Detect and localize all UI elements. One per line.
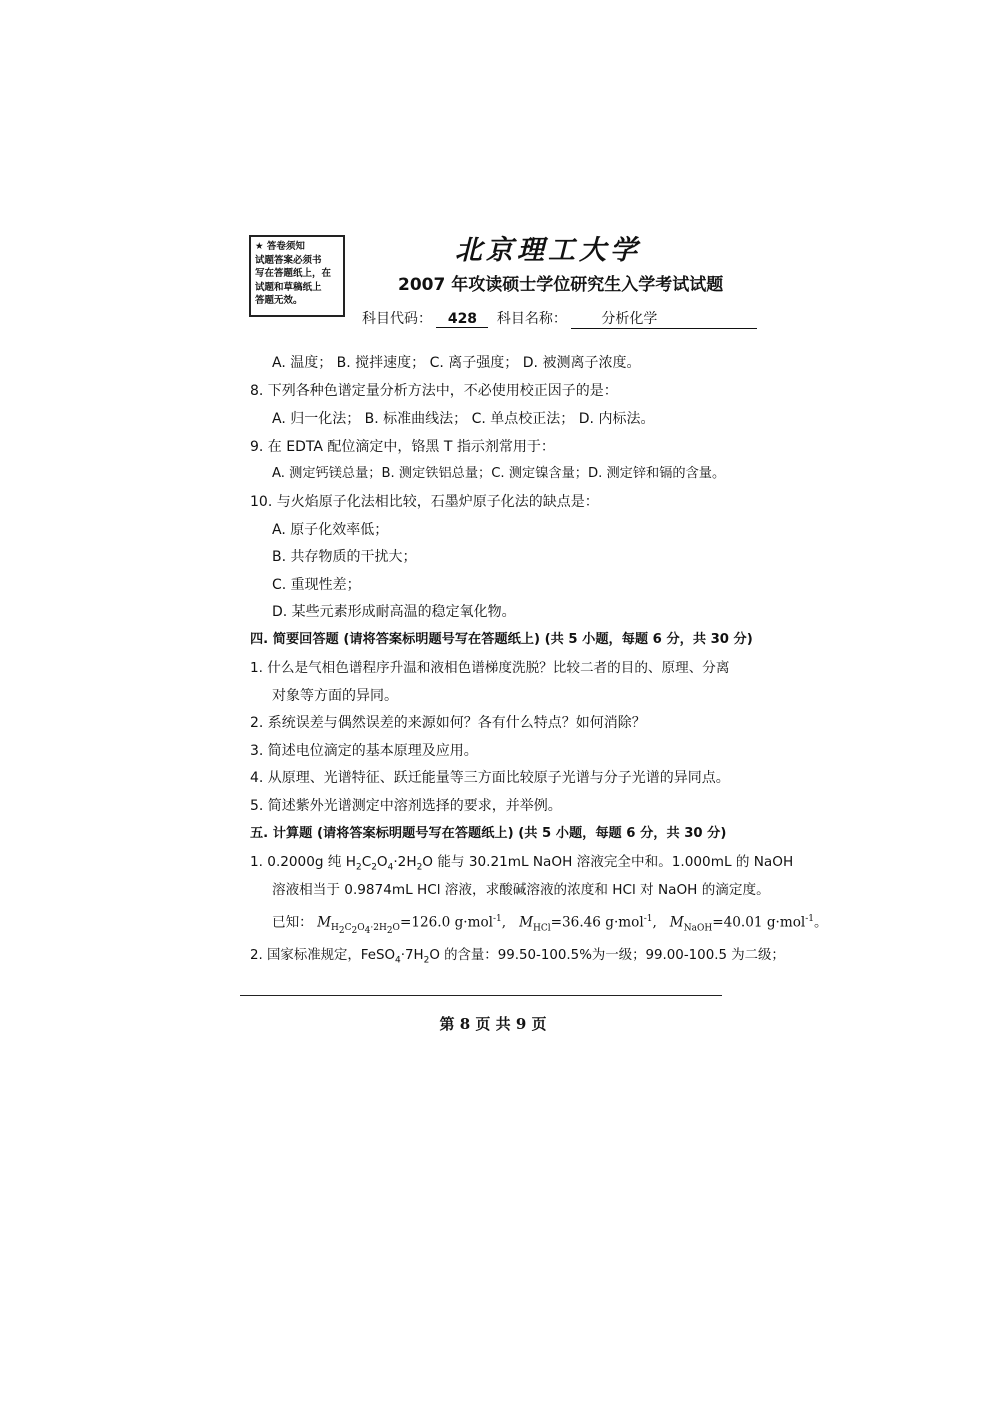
answer-notice-box [249,235,345,317]
known-label: 已知： [272,914,313,931]
question-options: A. 测定钙镁总量；B. 测定铁铝总量；C. 测定镍含量；D. 测定锌和镉的含量。 [272,466,726,481]
question-text: 2. 系统误差与偶然误差的来源如何？各有什么特点？如何消除？ [250,715,646,731]
question-options: A. 温度； B. 搅拌速度； C. 离子强度； D. 被测离子浓度。 [272,355,641,371]
calc-text: 的含量：99.50-100.5%为一级；99.00-100.5 为二级； [444,948,785,963]
calc-text: 能与 30.21mL NaOH 溶液完全中和。1.000mL 的 NaOH [437,854,794,870]
notice-line: 写在答题纸上，在 [255,268,332,279]
question-text: 4. 从原理、光谱特征、跃迁能量等三方面比较原子光谱与分子光谱的异同点。 [250,770,730,786]
footer-divider [240,995,722,996]
notice-line: ★ 答卷须知 [255,241,305,252]
notice-line: 试题答案必须书 [255,254,322,266]
question-option: B. 共存物质的干扰大； [272,549,417,565]
question-text: 9. 在 EDTA 配位滴定中，铬黑 T 指示剂常用于： [250,439,555,455]
question-text: 3. 简述电位滴定的基本原理及应用。 [250,743,478,759]
molar-mass-value: =36.46 g·mol [550,914,644,931]
notice-line: 答题无效。 [255,295,303,306]
section-heading: 五. 计算题 (请将答案标明题号写在答题纸上) (共 5 小题，每题 6 分，共 30 分) [250,826,727,841]
subject-name-label: 科目名称： [496,311,567,327]
question-option: C. 重现性差； [272,577,361,593]
question-text: 对象等方面的异同。 [272,688,398,704]
question-text: 5. 简述紫外光谱测定中溶剂选择的要求，并举例。 [250,798,562,814]
question-option: D. 某些元素形成耐高温的稳定氧化物。 [272,604,516,620]
subject-code-label: 科目代码： [362,311,432,327]
question-text: 10. 与火焰原子化法相比较，石墨炉原子化法的缺点是： [250,494,599,510]
calc-question-1-line1: 1. 0.2000g 纯 $H_2C_2O_4\cdot 2H_2O$ 能与 30.21mL NaOH 溶液完全中和。1.000mL 的 NaOH [250,854,794,873]
calc-question-1-line2: 溶液相当于 0.9874mL HCl 溶液，求酸碱溶液的浓度和 HCl 对 NaOH 的滴定度。 [272,882,770,898]
calc-text: 2. 国家标准规定，FeSO [250,948,396,963]
calc-question-1-known: 已知： $M_{H_2C_2O_4\cdot 2H_2O}=126.0$ g·mol$^{-1}$, $M_{HCl}=36.46$ g·mol$^{-1}$, $M_{NaOH}=40.01$ g·mol$^{-1}$。 [272,914,828,937]
exam-title: 2007 年攻读硕士学位研究生入学考试试题 [398,275,724,295]
molar-mass-value: =126.0 g·mol [399,914,494,931]
university-name: 北京理工大学 [455,235,641,266]
page-number: 第 8 页 共 9 页 [439,1015,547,1033]
question-option: A. 原子化效率低； [272,522,389,538]
question-text: 1. 什么是气相色谱程序升温和液相色谱梯度洗脱？比较二者的目的、原理、分离 [250,660,730,676]
molar-mass-value: =40.01 g·mol [712,914,806,931]
notice-line: 试题和草稿纸上 [255,281,322,293]
subject-name: 分析化学 [571,308,757,329]
subject-code: 428 [436,311,488,328]
subject-line [362,308,757,329]
calc-question-2: 2. 国家标准规定，$FeSO_4\cdot 7H_2O$ 的含量：99.50-100.5%为一级；99.00-100.5 为二级； [250,948,785,966]
question-options: A. 归一化法； B. 标准曲线法； C. 单点校正法； D. 内标法。 [272,411,655,427]
calc-text: 1. 0.2000g 纯 H [250,854,356,870]
section-heading: 四. 简要回答题 (请将答案标明题号写在答题纸上) (共 5 小题，每题 6 分，共 30 分) [250,632,753,647]
question-text: 8. 下列各种色谱定量分析方法中，不必使用校正因子的是： [250,383,618,399]
